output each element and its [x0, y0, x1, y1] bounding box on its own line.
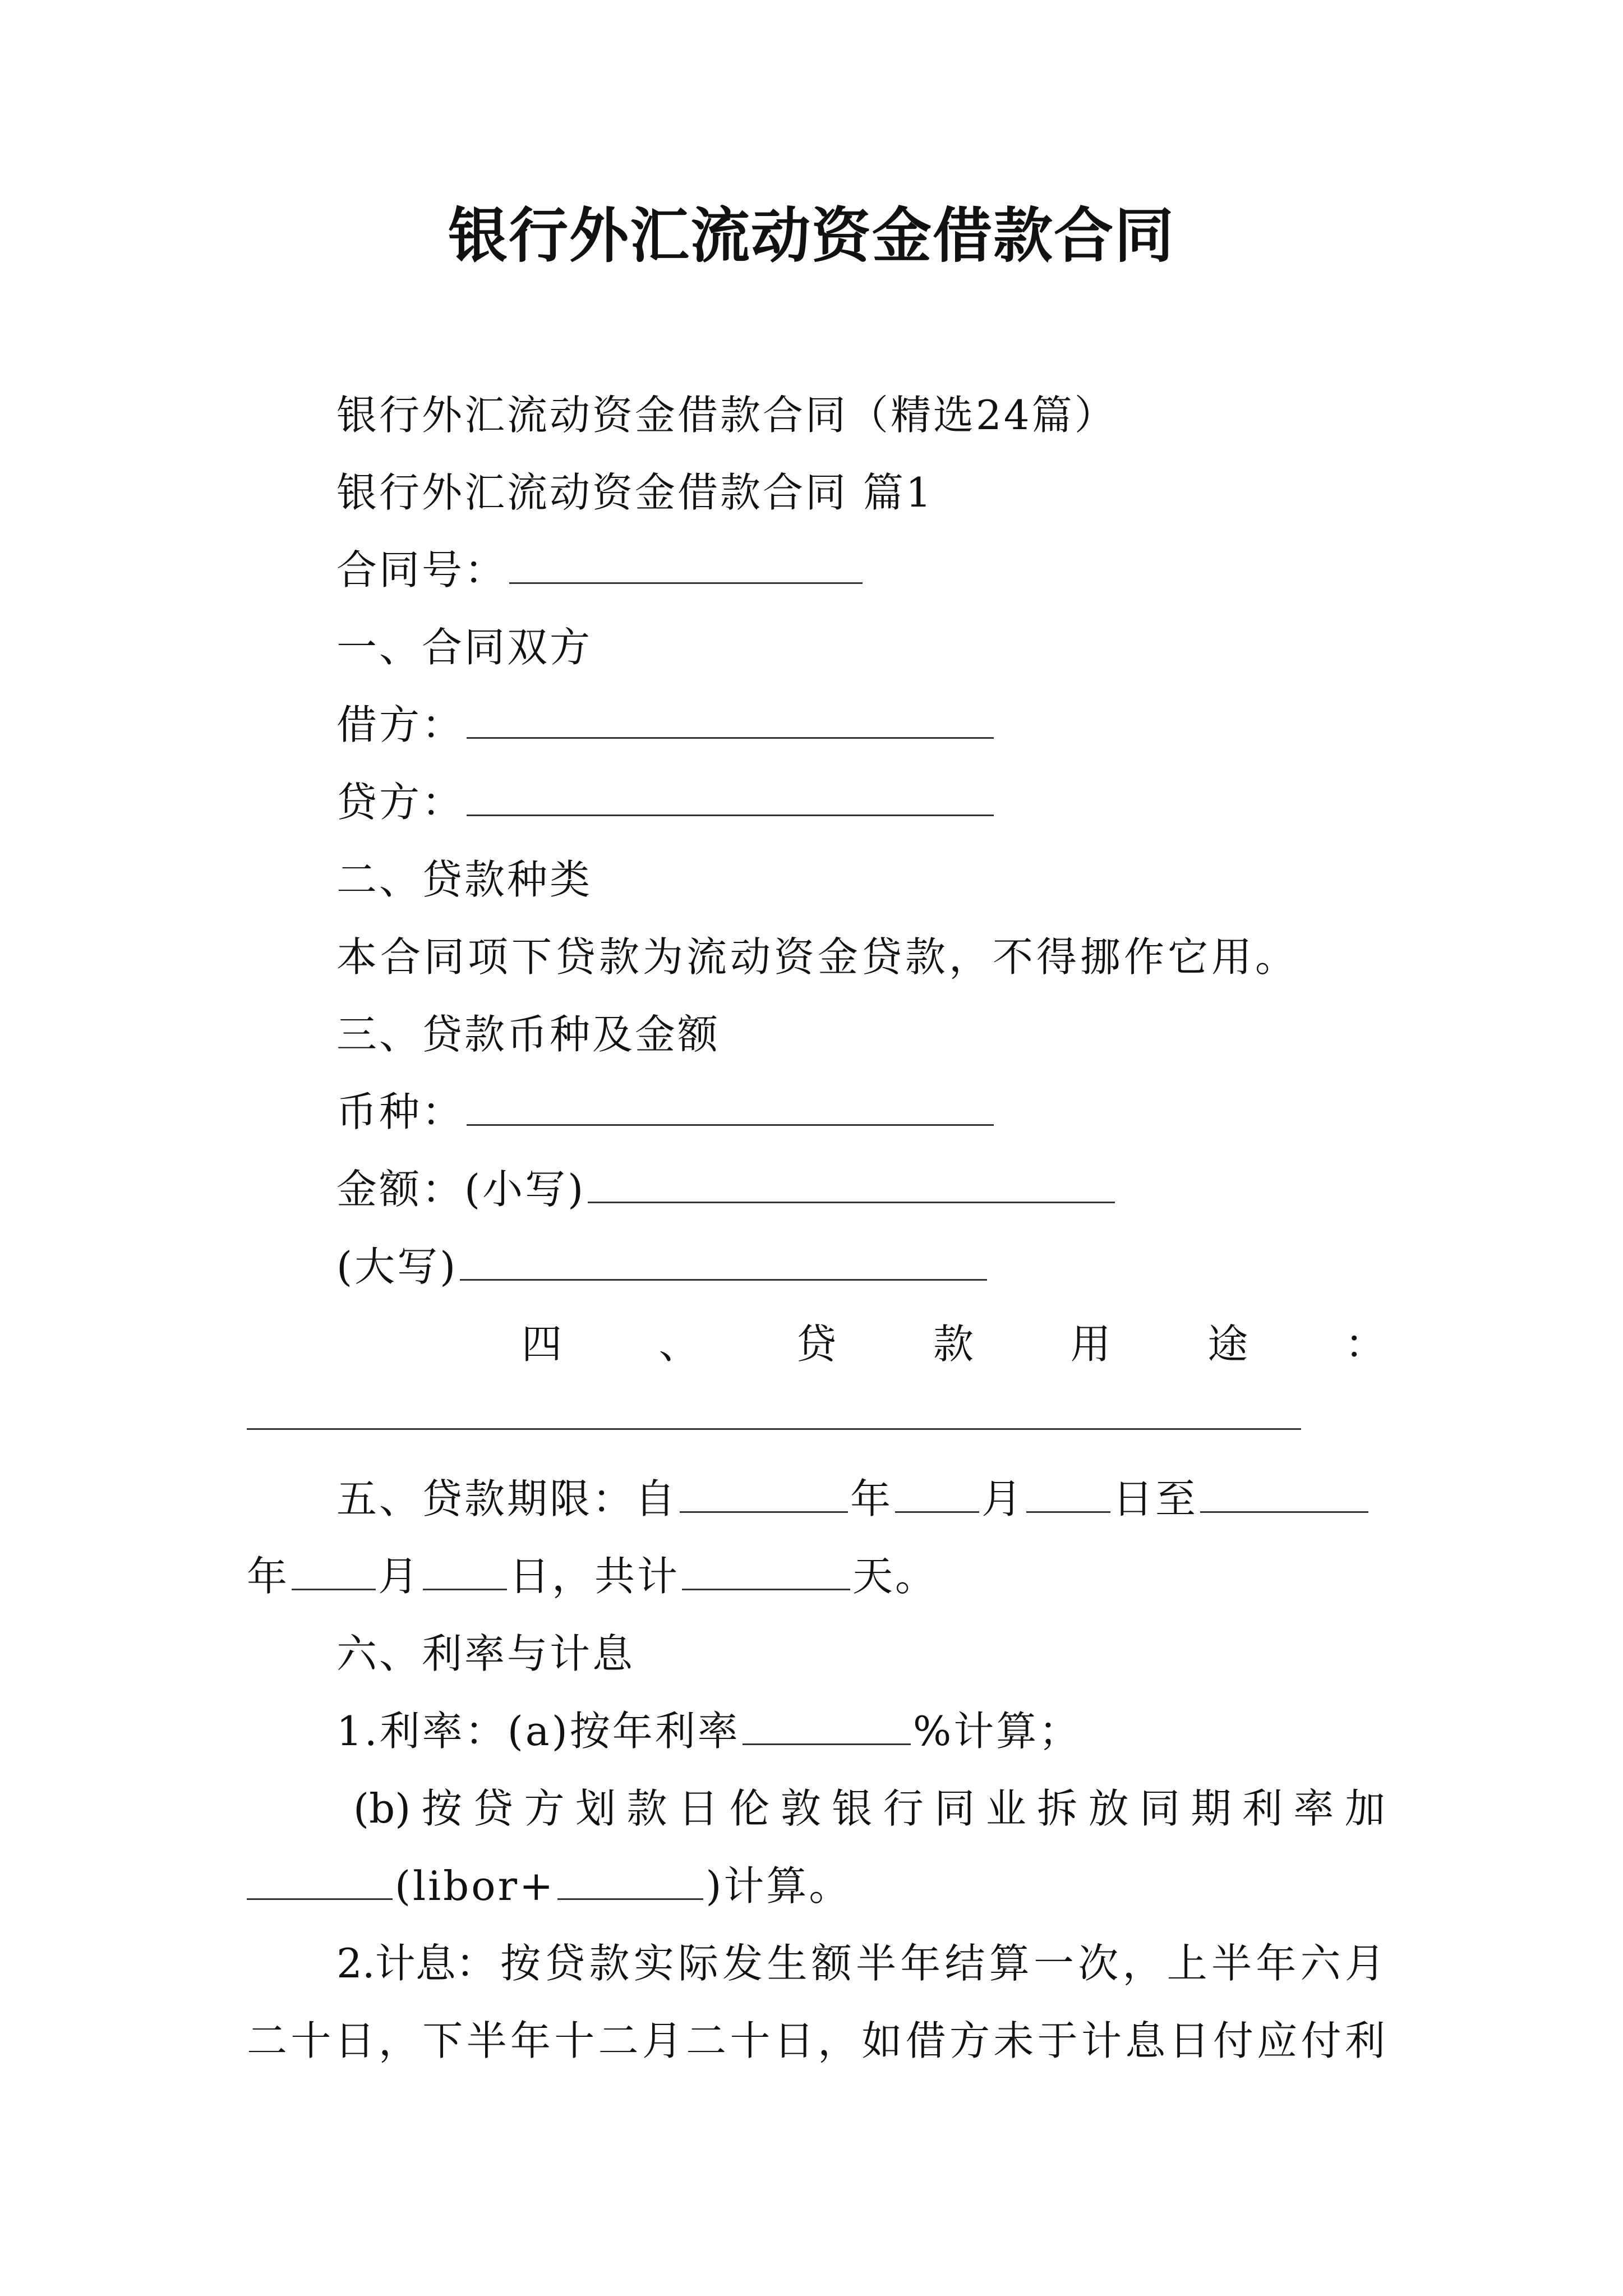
start-day-blank [1026, 1472, 1110, 1513]
section-4-blank [247, 1428, 1301, 1430]
section-2-text: 本合同项下贷款为流动资金贷款，不得挪作它用。 [336, 933, 1299, 981]
term-year: 年 [850, 1475, 893, 1522]
annual-rate-blank [743, 1704, 911, 1745]
end-year-blank [1200, 1472, 1368, 1513]
amount-big-label: (大写) [336, 1243, 458, 1290]
section-4-char: ： [1344, 1320, 1385, 1368]
part-heading: 银行外汇流动资金借款合同 篇1 [336, 469, 934, 516]
interest-char: 日 [334, 2017, 375, 2064]
interest-char: 实 [633, 1940, 674, 1987]
contract-number-label: 合同号： [336, 546, 508, 593]
rate-b-char: 率 [1293, 1785, 1334, 1832]
section-3-heading: 三、贷款币种及金额 [336, 1011, 721, 1058]
interest-char: 款 [589, 1940, 630, 1987]
interest-char: 按 [500, 1940, 541, 1987]
contract-number-blank [509, 543, 863, 584]
rate-b-end: )计算。 [706, 1862, 852, 1910]
rate-a-prefix: 1.利率：(a)按年利率 [336, 1708, 740, 1755]
interest-char: 半 [855, 1940, 896, 1987]
interest-char: 应 [1257, 2017, 1298, 2064]
section-1-heading: 一、合同双方 [336, 624, 593, 671]
interest-char: 息 [1125, 2017, 1166, 2064]
interest-char: 结 [944, 1940, 985, 1987]
interest-char: 付 [1212, 2017, 1253, 2064]
section-4-char: 用 [1070, 1320, 1111, 1368]
start-month-blank [895, 1472, 979, 1513]
currency-blank [467, 1085, 994, 1126]
interest-char: ， [1122, 1940, 1163, 1987]
currency-line [336, 1084, 996, 1140]
start-year-blank [680, 1472, 848, 1513]
section-5-line-1 [336, 1471, 1371, 1527]
lender-line [336, 774, 996, 830]
interest-char: 十 [730, 2017, 771, 2064]
lender-blank [467, 775, 994, 816]
section-4-char: 贷 [796, 1320, 837, 1368]
borrower-blank [467, 698, 994, 739]
interest-line-2 [247, 2013, 1385, 2069]
rate-b-char: 期 [1191, 1785, 1232, 1832]
rate-b-char: (b) [353, 1785, 411, 1832]
section-4-char: 款 [933, 1320, 974, 1368]
rate-b-char: 贷 [473, 1785, 514, 1832]
rate-b-char: 业 [985, 1785, 1026, 1832]
rate-b-line-1 [353, 1780, 1385, 1837]
interest-char: 一 [1033, 1940, 1074, 1987]
rate-b-mid: (libor+ [395, 1862, 556, 1910]
rate-b-prefix-blank [247, 1859, 393, 1900]
rate-b-char: 敦 [780, 1785, 821, 1832]
interest-line-1 [336, 1935, 1385, 1991]
subtitle: 银行外汇流动资金借款合同（精选24篇） [336, 392, 1117, 439]
amount-small-blank [588, 1162, 1115, 1203]
borrower-label: 借方： [336, 701, 465, 748]
rate-b-char: 方 [524, 1785, 565, 1832]
total-days-blank [682, 1549, 850, 1590]
term-days: 天。 [852, 1553, 938, 1600]
interest-char: 付 [1301, 2017, 1341, 2064]
interest-char: 如 [861, 2017, 902, 2064]
section-4-char: 、 [658, 1320, 699, 1368]
section-4-heading [247, 1316, 1385, 1372]
interest-char: 十 [291, 2017, 331, 2064]
rate-b-char: 加 [1344, 1785, 1385, 1832]
interest-char: 算 [989, 1940, 1030, 1987]
interest-char: 于 [1037, 2017, 1078, 2064]
interest-char: 未 [993, 2017, 1034, 2064]
amount-small-line [336, 1161, 1117, 1217]
rate-b-char: 放 [1088, 1785, 1129, 1832]
interest-char: 二 [598, 2017, 639, 2064]
term-month: 月 [981, 1475, 1025, 1522]
interest-char: 额 [811, 1940, 852, 1987]
interest-char: 年 [510, 2017, 551, 2064]
section-4-char: 四 [522, 1320, 562, 1368]
lender-label: 贷方： [336, 779, 465, 826]
rate-b-char: 同 [934, 1785, 975, 1832]
interest-char: 次 [1078, 1940, 1119, 1987]
interest-char: 年 [1256, 1940, 1297, 1987]
interest-char: 际 [677, 1940, 718, 1987]
interest-char: 生 [767, 1940, 808, 1987]
interest-char: 十 [554, 2017, 595, 2064]
interest-char: 借 [905, 2017, 946, 2064]
end-day-blank [423, 1549, 507, 1590]
amount-big-blank [460, 1240, 987, 1281]
contract-number-line [336, 542, 865, 598]
interest-char: ， [818, 2017, 859, 2064]
term-year-2: 年 [247, 1553, 290, 1600]
interest-char: 年 [900, 1940, 941, 1987]
rate-b-char: 日 [677, 1785, 718, 1832]
term-day-total: 日，共计 [509, 1553, 680, 1600]
rate-a-suffix: %计算； [912, 1708, 1082, 1755]
currency-label: 币种： [336, 1088, 465, 1135]
interest-char: 二 [686, 2017, 727, 2064]
interest-char: 发 [722, 1940, 763, 1987]
rate-b-char: 利 [1242, 1785, 1283, 1832]
term-day-to: 日至 [1113, 1475, 1198, 1522]
rate-b-char: 款 [626, 1785, 667, 1832]
interest-char: 月 [642, 2017, 683, 2064]
interest-char: 月 [1344, 1940, 1385, 1987]
interest-char: ， [378, 2017, 419, 2064]
interest-char: 利 [1344, 2017, 1385, 2064]
end-month-blank [292, 1549, 376, 1590]
rate-b-char: 银 [832, 1785, 873, 1832]
section-2-heading: 二、贷款种类 [336, 856, 593, 903]
interest-char: 日 [773, 2017, 814, 2064]
section-5-line-2 [247, 1548, 938, 1604]
interest-char: 下 [422, 2017, 463, 2064]
amount-big-line [336, 1239, 989, 1295]
interest-char: 方 [949, 2017, 990, 2064]
rate-b-char: 拆 [1037, 1785, 1078, 1832]
libor-spread-blank [557, 1859, 703, 1900]
interest-char: 上 [1166, 1940, 1207, 1987]
interest-char: 日 [1169, 2017, 1210, 2064]
rate-b-char: 同 [1140, 1785, 1181, 1832]
rate-a-line [336, 1703, 1081, 1759]
rate-b-char: 划 [575, 1785, 616, 1832]
rate-b-line-2 [247, 1858, 851, 1914]
interest-char: 六 [1300, 1940, 1341, 1987]
interest-char: 2.计息： [336, 1940, 496, 1987]
document-title: 银行外汇流动资金借款合同 [448, 200, 1175, 270]
rate-b-char: 伦 [729, 1785, 770, 1832]
section-4-char: 途 [1207, 1320, 1248, 1368]
term-prefix: 五、贷款期限：自 [336, 1475, 678, 1522]
rate-b-char: 按 [421, 1785, 462, 1832]
interest-char: 贷 [545, 1940, 585, 1987]
interest-char: 半 [466, 2017, 507, 2064]
section-6-heading: 六、利率与计息 [336, 1630, 635, 1677]
interest-char: 半 [1211, 1940, 1252, 1987]
borrower-line [336, 697, 996, 753]
interest-char: 计 [1081, 2017, 1122, 2064]
interest-char: 二 [247, 2017, 288, 2064]
amount-small-label: 金额：(小写) [336, 1166, 586, 1213]
rate-b-char: 行 [883, 1785, 924, 1832]
term-month-2: 月 [378, 1553, 421, 1600]
